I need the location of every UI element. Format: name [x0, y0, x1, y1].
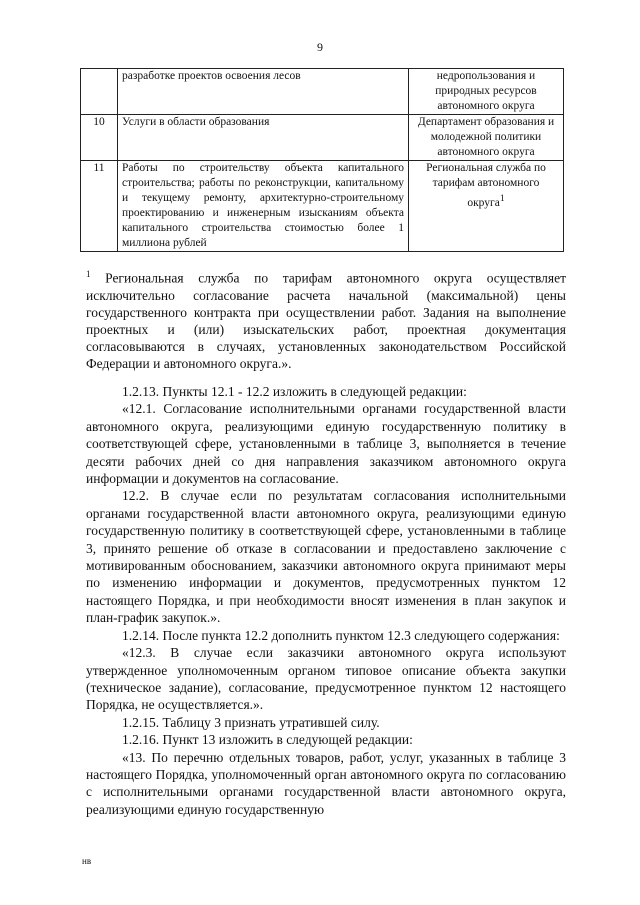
row-organization: недропользования и природных ресурсов автономного округа	[409, 69, 564, 115]
bottom-marker: нв	[82, 856, 92, 866]
paragraph: «13. По перечню отдельных товаров, работ, услуг, указанных в таблице 3 настоящего Порядка, уполномоченный орган автономного округа по согласованию с исполнительными органами государственной власти автономного округа, реализующими единую государственную	[86, 749, 566, 817]
page-number: 9	[317, 40, 323, 54]
paragraph: «12.3. В случае если заказчики автономного округа используют утвержденное уполномоченным органом типовое описание объекта закупки (техническое задание), согласование, предусмотренное пунктом 12 настоящего Порядка, не осуществляется.».	[86, 645, 566, 713]
row-number	[81, 69, 118, 115]
row-organization: Департамент образования и молодежной политики автономного округа	[409, 115, 564, 161]
paragraph: 12.2. В случае если по результатам согласования исполнительными органами государственной власти автономного округа, реализующими единую государственную политику в соответствующей сфере, установленными в таблице 3, принято решение об отказе в согласовании и предоставлено заключение с мотивированным обоснованием, заказчики автономного округа принимают меры по изменению информации и документов, предусмотренных пунктом 12 настоящего Порядка, и при необходимости вносят изменения в план закупок и план-график закупок.».	[86, 488, 566, 626]
agencies-table	[80, 68, 564, 252]
paragraph: 1.2.15. Таблицу 3 признать утратившей силу.	[122, 714, 380, 730]
table-row	[81, 161, 564, 252]
paragraph: «12.1. Согласование исполнительными органами государственной власти автономного округа, реализующими единую государственную политику в соответствующей сфере, установленными в таблице 3, выполняется в течение десяти рабочих дней со дня направления заказчиком автономного округа информации и документов на согласование.	[86, 401, 566, 487]
footnote-mark: 1	[86, 269, 91, 279]
paragraph: 1.2.14. После пункта 12.2 дополнить пунктом 12.3 следующего содержания:	[122, 627, 560, 643]
footnote	[86, 266, 566, 372]
row-number: 11	[81, 161, 118, 252]
row-description: Работы по строительству объекта капитального строительства; работы по реконструкции, капитальному и текущему ремонту, архитектурно-строительному проектированию и инженерным изысканиям объекта капитального строительства стоимостью более 1 миллиона рублей	[118, 161, 409, 252]
table-row	[81, 115, 564, 161]
table-row	[81, 69, 564, 115]
row-organization	[409, 161, 564, 252]
row-description: разработке проектов освоения лесов	[118, 69, 409, 115]
footnote-reference: 1	[499, 193, 505, 204]
row-description: Услуги в области образования	[118, 115, 409, 161]
footnote-text: Региональная служба по тарифам автономного округа осуществляет исключительно согласование расчета начальной (максимальной) цены государственного контракта при осуществлении работ. Задания на выполнение проектных и (или) изыскательских работ, проектная документация согласовываются в случаях, установленных законодательством Российской Федерации и автономного округа.».	[86, 270, 566, 371]
organization-text: Региональная служба по тарифам автономного округа	[426, 162, 546, 209]
row-number: 10	[81, 115, 118, 161]
document-body	[86, 383, 566, 818]
paragraph: 1.2.16. Пункт 13 изложить в следующей редакции:	[122, 732, 413, 748]
paragraph: 1.2.13. Пункты 12.1 - 12.2 изложить в следующей редакции:	[122, 384, 467, 399]
